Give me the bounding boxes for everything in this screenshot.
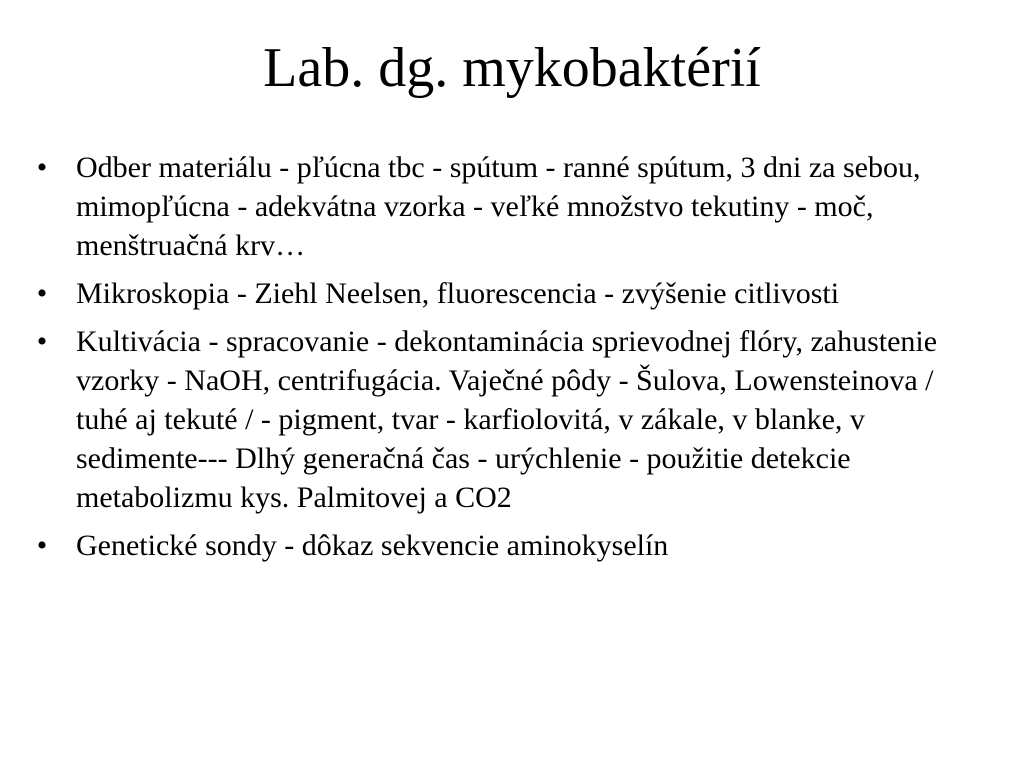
bullet-text: Odber materiálu - pľúcna tbc - spútum - ranné spútum, 3 dni za sebou, mimopľúcna - adekvátna vzorka - veľké množstvo tekutiny - moč, menštruačná krv… [76, 151, 921, 262]
bullet-dot-icon: • [36, 151, 48, 184]
bullet-text: Mikroskopia - Ziehl Neelsen, fluorescencia - zvýšenie citlivosti [76, 277, 840, 310]
bullet-item-microscopy [30, 274, 990, 313]
bullet-item-cultivation [30, 322, 990, 517]
bullet-list [30, 148, 990, 574]
slide-title: Lab. dg. mykobaktérií [263, 37, 761, 99]
bullet-item-specimen-collection [30, 148, 990, 265]
bullet-text: Kultivácia - spracovanie - dekontaminácia sprievodnej flóry, zahustenie vzorky - NaOH, centrifugácia. Vaječné pôdy - Šulova, Lowensteinova / tuhé aj tekuté / - pigment, tvar - karfiolovitá, v zákale, v blanke, v sedimente--- Dlhý generačná čas - urýchlenie - použitie detekcie metabolizmu kys. Palmitovej a CO2 [76, 325, 938, 514]
bullet-item-genetic-probes [30, 526, 990, 565]
bullet-dot-icon: • [36, 529, 48, 562]
bullet-dot-icon: • [36, 325, 48, 358]
bullet-dot-icon: • [36, 277, 48, 310]
bullet-text: Genetické sondy - dôkaz sekvencie aminokyselín [76, 529, 669, 562]
